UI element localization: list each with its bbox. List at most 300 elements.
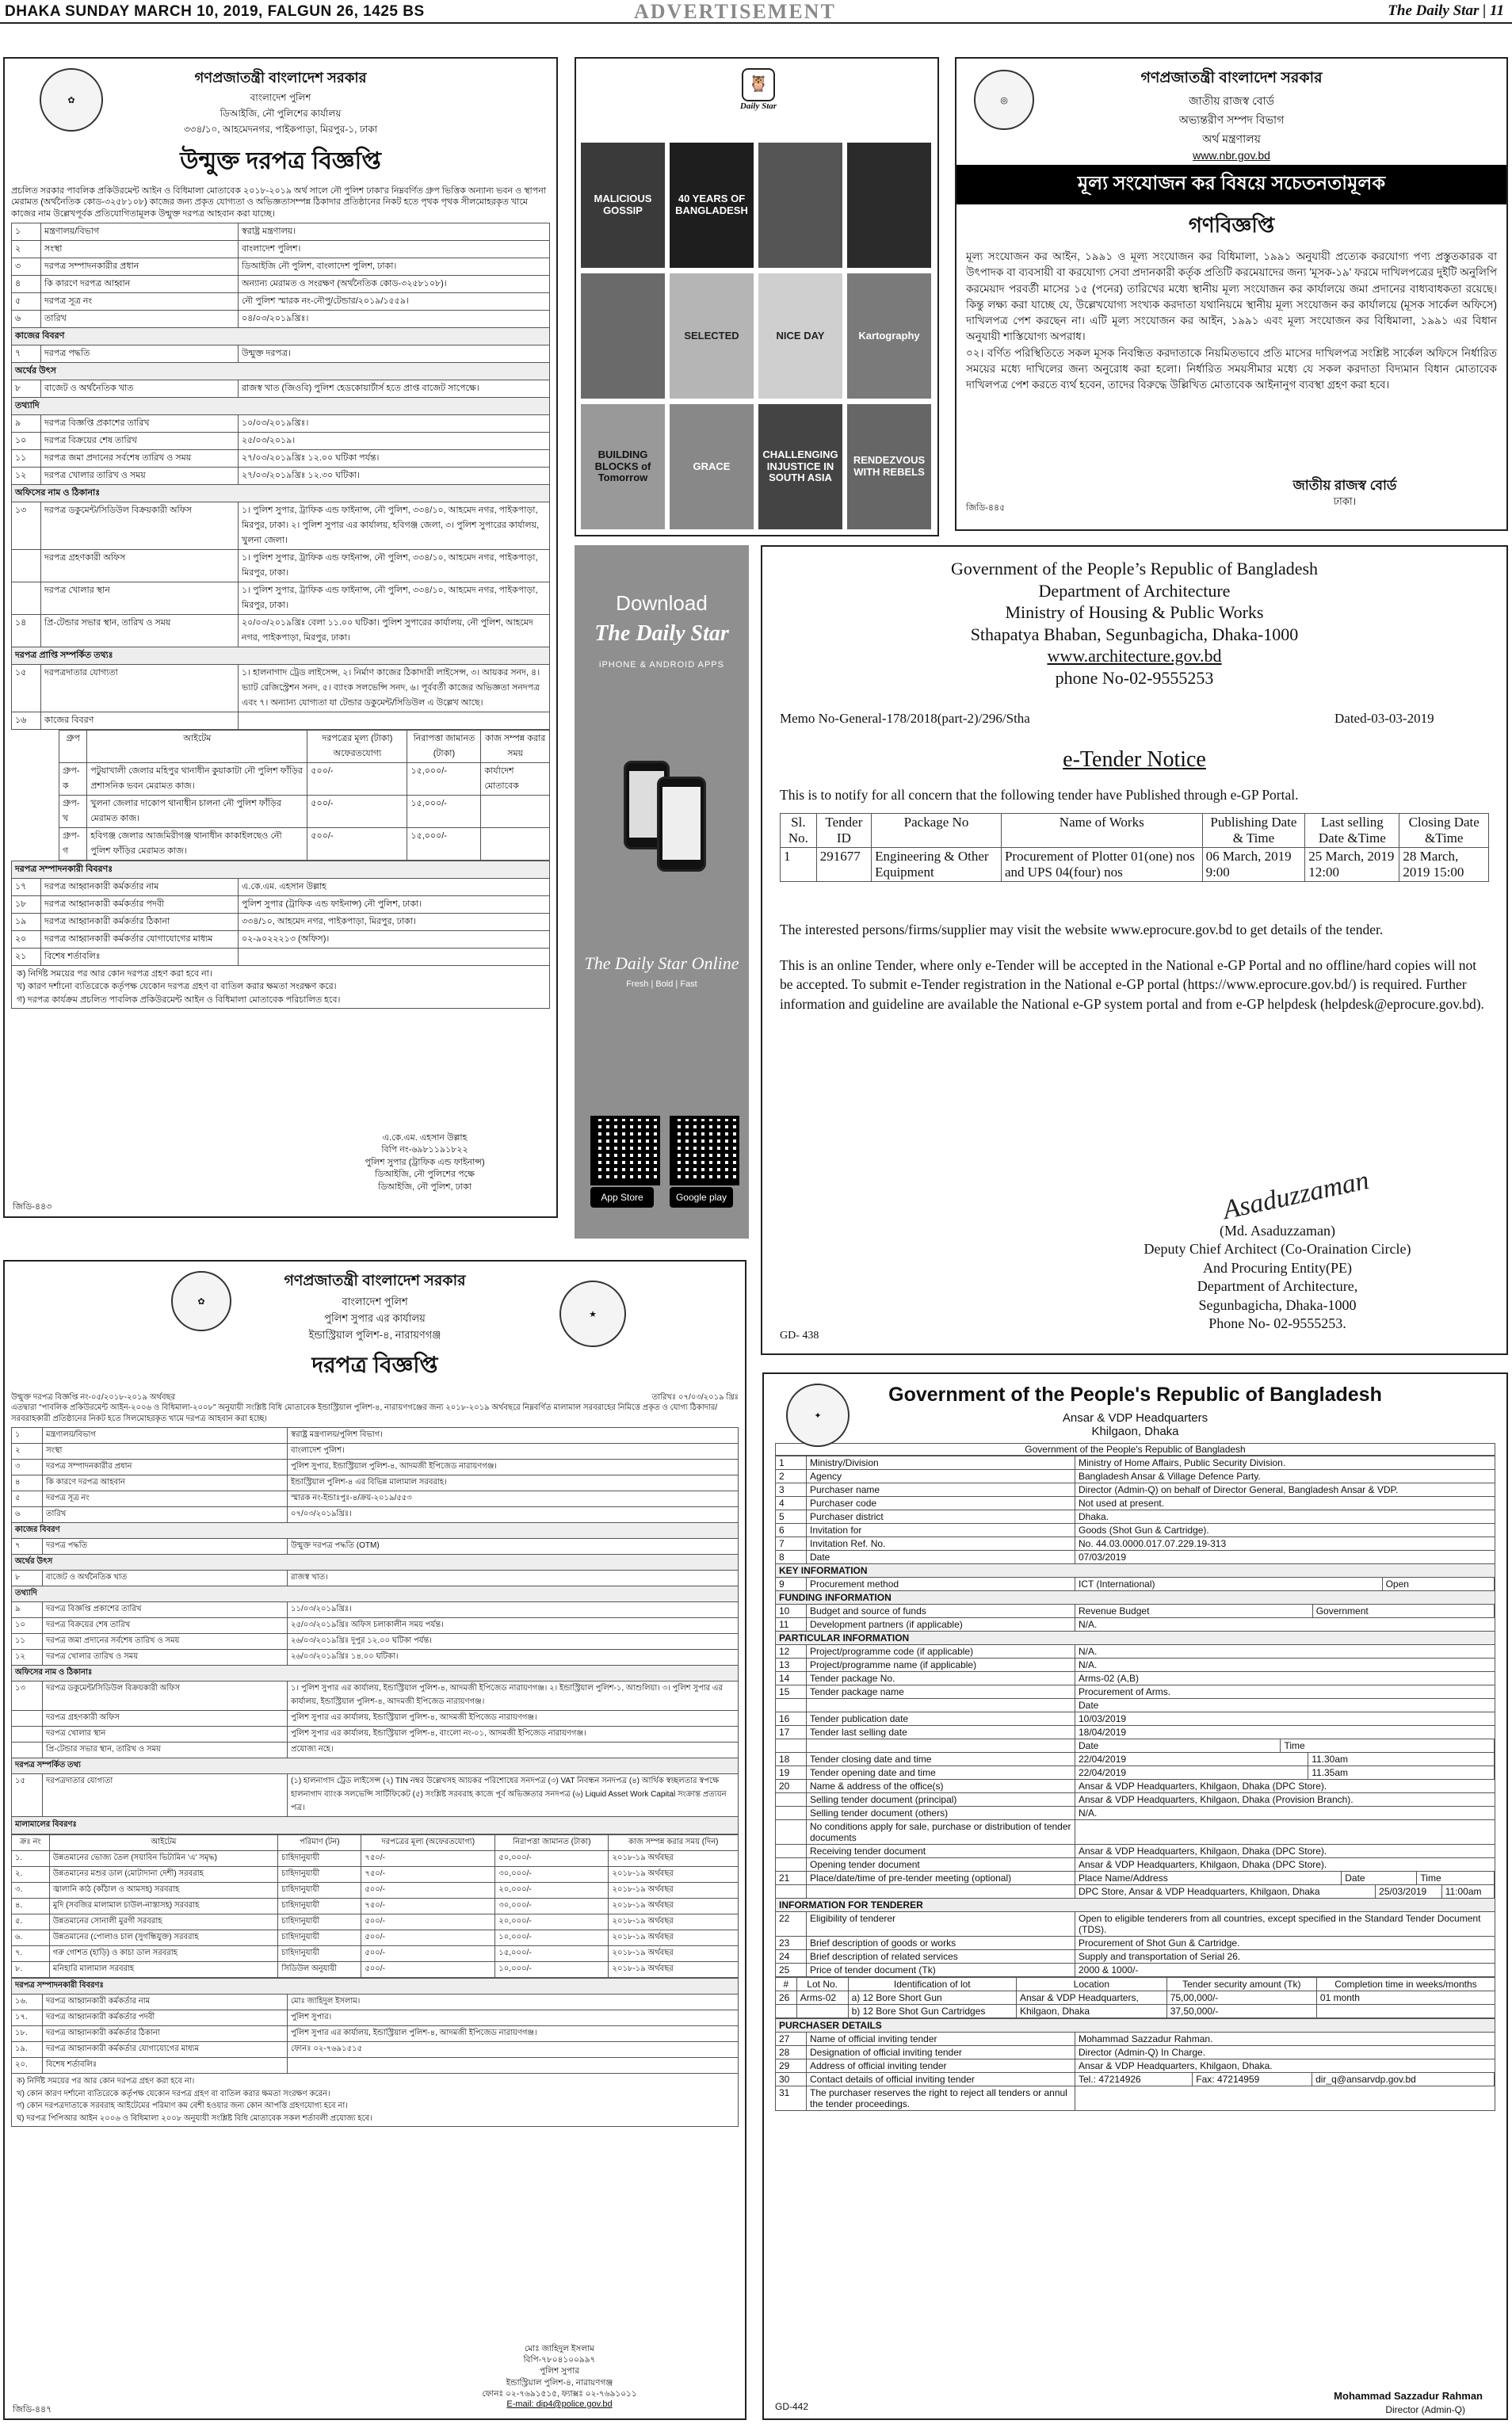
text-line: And Procuring Entity(PE) bbox=[1203, 1259, 1352, 1276]
table-cell: ২০১৮-১৯ অর্থবছর bbox=[609, 1883, 739, 1899]
column-header: # bbox=[776, 1978, 797, 1991]
row-label: Contact details of official inviting tender bbox=[807, 2073, 1075, 2086]
table-row bbox=[12, 397, 550, 414]
row-number: ১৫ bbox=[12, 1774, 43, 1817]
row-label: দরপত্র বিক্রয়ের শেষ তারিখ bbox=[41, 432, 239, 449]
section-heading: KEY INFORMATION bbox=[776, 1564, 1495, 1578]
table-row bbox=[776, 1937, 1495, 1950]
table-row bbox=[12, 1618, 739, 1634]
text-line: Department of Architecture, bbox=[1197, 1278, 1358, 1295]
row-value bbox=[1075, 1753, 1495, 1766]
row-label: Address of official inviting tender bbox=[807, 2059, 1075, 2073]
table-cell bbox=[481, 827, 550, 860]
table-cell: ১৫,০০০/- bbox=[407, 762, 481, 795]
row-value bbox=[288, 2058, 739, 2074]
table-cell: a) 12 Bore Short Gun bbox=[848, 1991, 1016, 2005]
table-cell: চাহিদানুযায়ী bbox=[278, 1914, 361, 1930]
ad5-l4: Sthapatya Bhaban, Segunbagicha, Dhaka-1000 bbox=[970, 624, 1299, 644]
table-cell: 26 bbox=[776, 1991, 797, 2005]
row-value-part: 25/03/2019 bbox=[1376, 1885, 1442, 1898]
row-number bbox=[776, 1793, 807, 1807]
ad7-lots-table bbox=[775, 1977, 1495, 2018]
table-cell: গ্রুপ-ক bbox=[59, 762, 87, 795]
row-value: ০৭/০৩/২০১৯খ্রিঃ। bbox=[288, 1507, 739, 1523]
row-value bbox=[1075, 1872, 1495, 1885]
section-heading: দরপত্র সম্পাদনকারী বিবরণঃ bbox=[12, 861, 550, 878]
daily-star-logo bbox=[735, 68, 782, 111]
table-cell bbox=[1316, 2005, 1495, 2018]
table-row bbox=[12, 1460, 739, 1475]
row-number: ২০ bbox=[12, 930, 41, 948]
table-row bbox=[12, 1682, 739, 1711]
column-header: কাজ সম্পন্ন করার সময় bbox=[481, 730, 550, 762]
row-label: দরপত্র আহ্বানকারী কর্মকর্তার পদবী bbox=[41, 895, 239, 913]
row-value-part: DPC Store, Ansar & VDP Headquarters, Khilgaon, Dhaka bbox=[1075, 1885, 1376, 1898]
ad4-brand: The Daily Star bbox=[594, 621, 729, 646]
ad1-info-table-2 bbox=[11, 861, 550, 966]
table-header-row bbox=[781, 814, 1489, 848]
section-heading: অর্থের উৎস bbox=[12, 1555, 739, 1571]
row-value: পুলিশ সুপার (ট্রাফিক এন্ড ফাইনান্স) নৌ পুলিশ, ঢাকা। bbox=[239, 895, 550, 913]
row-number bbox=[12, 549, 41, 582]
table-row bbox=[12, 712, 550, 729]
table-row bbox=[12, 1507, 739, 1523]
table-row bbox=[12, 1602, 739, 1618]
section-heading: FUNDING INFORMATION bbox=[776, 1591, 1495, 1605]
row-number: ৮ bbox=[12, 1571, 43, 1586]
row-value: N/A. bbox=[1075, 1645, 1495, 1659]
ad6-code: জিডি-৪৪৭ bbox=[13, 2405, 52, 2414]
row-value: Director (Admin-Q) on behalf of Director General, Bangladesh Ansar & VDP. bbox=[1075, 1483, 1495, 1497]
row-number: ১৭. bbox=[12, 2010, 43, 2026]
masthead-section: ADVERTISEMENT bbox=[634, 0, 836, 23]
table-cell: ১৫,০০০/- bbox=[407, 827, 481, 860]
row-number bbox=[12, 582, 41, 614]
row-value: ২০/০৩/২০১৯খ্রিঃ বেলা ১১.০০ ঘটিকা। পুলিশ সুপারের কার্যালয়, নৌ পুলিশ, আহমেদ নগর, পাইকপাড়া, মিরপুর, ঢাকা। bbox=[239, 614, 550, 647]
row-label: দরপত্র সূত্র নং bbox=[43, 1491, 288, 1507]
table-cell: উন্নতমানের সোনালী মুরগী সরবরাহ bbox=[49, 1914, 278, 1930]
table-row bbox=[12, 1491, 739, 1507]
row-value: মোঃ জাহিদুল ইসলাম। bbox=[288, 1995, 739, 2010]
row-number: 22 bbox=[776, 1912, 807, 1937]
section-heading: INFORMATION FOR TENDERER bbox=[776, 1899, 1495, 1912]
row-value: ১। পুলিশ সুপার, ট্রাফিক এন্ড ফাইনান্স, নৌ পুলিশ, ৩৩৪/১০, আহমেদ নগর, পাইকপাড়া, মিরপুর, ঢাকা। bbox=[239, 549, 550, 582]
row-value: N/A. bbox=[1075, 1807, 1495, 1820]
ad6-intro: এতদ্বারা "পাবলিক প্রকিউরমেন্ট আইন-২০০৬ ও বিধিমালা-২০০৮" অনুযায়ী সংশ্লিষ্ট বিধি মোতাবেক ইন্ডাস্ট্রিয়াল পুলিশ-৪, নারায়ণগঞ্জের জন্য ২০১৮-২০১৯ অর্থবছরে নিম্নবর্ণিত মালামাল সরবরাহের নিমিত্তে প্রকৃত ও যোগ্য ঠিকাদার/সরবরাহকারী প্রতিষ্ঠানের নিকট হতে সিলমোহরকৃত খামে দরপত্র আহবান করা হচ্ছে। bbox=[11, 1403, 718, 1423]
row-number: 2 bbox=[776, 1470, 807, 1483]
row-value: Supply and transportation of Serial 26. bbox=[1075, 1950, 1495, 1964]
row-value: Arms-02 (A,B) bbox=[1075, 1672, 1495, 1685]
row-label: মন্ত্রণালয়/বিভাগ bbox=[43, 1428, 288, 1444]
table-row bbox=[12, 484, 550, 502]
ad5-l2: Department of Architecture bbox=[1038, 580, 1231, 601]
row-number: 28 bbox=[776, 2046, 807, 2059]
table-cell: Khilgaon, Dhaka bbox=[1016, 2005, 1166, 2018]
ad5-tender-table bbox=[780, 813, 1489, 882]
app-store-button[interactable]: App Store bbox=[590, 1187, 654, 1208]
row-value: ১। পুলিশ সুপার, ট্রাফিক এন্ড ফাইনান্স, নৌ পুলিশ, ৩৩৪/১০, আহমেদ নগর, পাইকপাড়া, মিরপুর, ঢাকা। bbox=[239, 582, 550, 614]
row-value: Ansar & VDP Headquarters, Khilgaon, Dhaka (Provision Branch). bbox=[1075, 1793, 1495, 1807]
table-row bbox=[776, 1807, 1495, 1820]
ad-daily-star-books bbox=[575, 57, 939, 536]
column-header: কাজ সম্পন্ন করার সময় (দিন) bbox=[609, 1835, 739, 1851]
table-cell: ৩০,০০০/- bbox=[495, 1867, 609, 1883]
text-line: গ) কোন দরপত্রদাতাকে সরবরাহ আইটেমের পরিমাণ কম বেশী হওয়ার জন্য কোন আপত্তি গ্রহণযোগ্য হবে না। bbox=[17, 2101, 348, 2110]
table-row bbox=[1075, 1766, 1495, 1779]
table-cell: Procurement of Plotter 01(one) nos and UPS 04(four) nos bbox=[1001, 848, 1202, 882]
table-cell: ৩. bbox=[12, 1883, 50, 1899]
row-number: 30 bbox=[776, 2073, 807, 2086]
text-line: ঘ) দরপত্র পিপিআর আইন ২০০৬ ও বিধিমালা ২০০৮ অনুযায়ী সংশ্লিষ্ট বিধি মোতাবেক সকল শর্তাবলী প্রযোজ্য হবে। bbox=[17, 2113, 372, 2123]
row-label: সংস্থা bbox=[43, 1444, 288, 1460]
google-play-button[interactable]: Google play bbox=[670, 1187, 733, 1208]
row-label: বিশেষ শর্তাবলিঃ bbox=[41, 948, 239, 965]
row-value: বাংলাদেশ পুলিশ। bbox=[239, 240, 550, 258]
ad7-signer-title: Director (Admin-Q) bbox=[1385, 2404, 1465, 2415]
row-value-part: 11.30am bbox=[1308, 1753, 1495, 1766]
row-label: দরপত্র আহ্বানকারী কর্মকর্তার ঠিকানা bbox=[41, 913, 239, 930]
row-value: ২৫/০৩/২০১৯খ্রিঃ অফিস চলাকালীন সময় পর্যন্ত। bbox=[288, 1618, 739, 1634]
qr-code-icon[interactable] bbox=[590, 1116, 660, 1185]
row-value-part: 11.35am bbox=[1308, 1766, 1495, 1779]
table-row bbox=[12, 240, 550, 258]
row-value: ১। পুলিশ সুপার এর কার্যালয়, ইন্ডাস্ট্রিয়াল পুলিশ-৪, আদমজী ইপিজেড নারায়ণগঞ্জ। ২। ইন্ডাস্ট্রিয়াল পুলিশ-১, আশুলিয়া। ৩। পুলিশ সুপার এর কার্যালয়, ইন্ডাস্ট্রিয়াল পুলিশ-৪, আদমজী ইপিজেড নারায়ণগঞ্জ। bbox=[288, 1682, 739, 1711]
book-cover: MALICIOUS GOSSIP bbox=[581, 143, 665, 268]
ad6-date: তারিখঃ ০৭/০৩/২০১৯ খ্রিঃ bbox=[651, 1393, 739, 1402]
row-value bbox=[1075, 1766, 1495, 1780]
table-row bbox=[12, 614, 550, 647]
text-line: ক) নির্দিষ্ট সময়ের পর আর কোন দরপত্র গ্রহণ করা হবে না। bbox=[17, 2077, 195, 2086]
row-number: 9 bbox=[776, 1578, 807, 1591]
row-number: ১২ bbox=[12, 467, 41, 484]
table-cell: হবিগঞ্জ জেলার আজমিরীগঞ্জ থানাধীন কাকাইলছেও নৌ পুলিশ ফাঁড়ির মেরামত কাজ। bbox=[87, 827, 307, 860]
row-label: দরপত্র গ্রহণকারী অফিস bbox=[41, 549, 239, 582]
masthead-brand: The Daily Star | 11 bbox=[1388, 2, 1504, 19]
row-number: 27 bbox=[776, 2033, 807, 2046]
ad1-title: উন্মুক্ত দরপত্র বিজ্ঞপ্তি bbox=[180, 148, 381, 174]
table-cell: চাহিদানুযায়ী bbox=[278, 1883, 361, 1899]
row-value: প্রযোজ্য নহে। bbox=[288, 1743, 739, 1758]
column-header: Completion time in weeks/months bbox=[1316, 1978, 1495, 1991]
text-line: Phone No- 02-9555253. bbox=[1208, 1315, 1346, 1331]
row-value-part: Time bbox=[1281, 1739, 1495, 1752]
row-value: স্বরাষ্ট্র মন্ত্রণালয়/পুলিশ বিভাগ। bbox=[288, 1428, 739, 1444]
row-label: Invitation for bbox=[807, 1524, 1075, 1537]
table-row bbox=[12, 2042, 739, 2058]
ad5-para-1: The interested persons/firms/supplier may visit the website www.eprocure.gov.bd to get details of the tender. bbox=[780, 922, 1384, 937]
row-label: দরপত্র আহ্বানকারী কর্মকর্তার যোগাযোগের মাধ্যম bbox=[43, 2042, 288, 2058]
row-label: দরপত্র সূত্র নং bbox=[41, 292, 239, 310]
ad7-l1: Ansar & VDP Headquarters bbox=[1062, 1411, 1208, 1425]
row-label: দরপত্র আহ্বানকারী কর্মকর্তার যোগাযোগের মাধ্যম bbox=[41, 930, 239, 948]
table-row bbox=[776, 1578, 1495, 1591]
ad1-dept: বাংলাদেশ পুলিশ bbox=[250, 92, 311, 103]
row-label: দরপত্র জমা প্রদানের সর্বশেষ তারিখ ও সময় bbox=[41, 449, 239, 467]
table-cell: ২০,০০০/- bbox=[495, 1914, 609, 1930]
table-cell: চাহিদানুযায়ী bbox=[278, 1867, 361, 1883]
row-label: দরপত্র গ্রহণকারী অফিস bbox=[43, 1711, 288, 1727]
row-value: নৌ পুলিশ স্মারক নং-নৌপু/টেন্ডার/২০১৯/১৫৫৯। bbox=[239, 292, 550, 310]
table-row bbox=[12, 2026, 739, 2042]
book-cover: RENDEZVOUS WITH REBELS bbox=[847, 404, 931, 529]
row-label: No conditions apply for sale, purchase or distribution of tender documents bbox=[807, 1820, 1075, 1845]
table-cell: কার্যাদেশ মোতাবেক bbox=[481, 762, 550, 795]
row-value-part: 11:00am bbox=[1441, 1885, 1494, 1898]
table-row bbox=[12, 1586, 739, 1602]
row-label: দরপত্র বিজ্ঞপ্তি প্রকাশের তারিখ bbox=[43, 1602, 288, 1618]
table-cell: ৮. bbox=[12, 1962, 50, 1978]
ad5-l3: Ministry of Housing & Public Works bbox=[1005, 602, 1264, 622]
row-number: 31 bbox=[776, 2086, 807, 2111]
phone-icon bbox=[657, 777, 706, 872]
row-value: 10/03/2019 bbox=[1075, 1712, 1495, 1726]
ad6-info-table bbox=[11, 1427, 739, 1817]
table-row bbox=[776, 1899, 1495, 1912]
row-value-part: Revenue Budget bbox=[1075, 1605, 1312, 1617]
book-cover bbox=[758, 143, 842, 268]
ad7-info-table bbox=[775, 1456, 1495, 1977]
row-number: ১৪ bbox=[12, 614, 41, 647]
row-label: দরপত্র বিক্রয়ের শেষ তারিখ bbox=[43, 1618, 288, 1634]
column-header: পরিমাণ (টন) bbox=[278, 1835, 361, 1851]
table-row bbox=[776, 1872, 1495, 1885]
ad5-intro: This is to notify for all concern that the following tender have Published through e-GP Portal. bbox=[780, 787, 1299, 803]
row-number: ৪ bbox=[12, 275, 41, 292]
table-row bbox=[12, 1444, 739, 1460]
table-row bbox=[12, 1774, 739, 1817]
row-number bbox=[12, 1711, 43, 1727]
row-value: উন্মুক্ত দরপত্র। bbox=[239, 345, 550, 362]
row-number: 6 bbox=[776, 1524, 807, 1537]
ad6-conditions bbox=[11, 2074, 739, 2127]
row-value-split bbox=[1075, 1766, 1495, 1779]
row-label: Purchaser name bbox=[807, 1483, 1075, 1497]
ad7-info-table-2 bbox=[775, 2018, 1495, 2111]
row-number: ২ bbox=[12, 240, 41, 258]
table-cell: ২. bbox=[12, 1867, 50, 1883]
row-value-part: Open bbox=[1382, 1578, 1494, 1590]
row-number: ১০ bbox=[12, 432, 41, 449]
row-value: এ.কে.এম. এহসান উল্লাহ bbox=[239, 878, 550, 895]
table-header-row bbox=[59, 730, 550, 762]
row-label: সংস্থা bbox=[41, 240, 239, 258]
row-value: ০২-৯০২২২১৩ (অফিস)। bbox=[239, 930, 550, 948]
row-label: দরপত্র খোলার স্থান bbox=[43, 1727, 288, 1743]
row-label: দরপত্র ডকুমেন্ট/সিডিউল বিক্রয়কারী অফিস bbox=[43, 1682, 288, 1711]
table-cell: ১০,০০০/- bbox=[495, 1930, 609, 1946]
row-value: ২৭/০৩/২০১৯খ্রিঃ ১২.৩০ ঘটিকা। bbox=[239, 467, 550, 484]
ad-daily-star-app bbox=[575, 545, 749, 1239]
row-label: কি কারণে দরপত্র আহবান bbox=[43, 1475, 288, 1491]
row-value: Ansar & VDP Headquarters, Khilgaon, Dhaka (DPC Store). bbox=[1075, 1858, 1495, 1872]
ad1-office: ডিআইজি, নৌ পুলিশের কার্যালয় bbox=[220, 108, 342, 119]
qr-code-icon[interactable] bbox=[670, 1116, 739, 1185]
table-cell: ৫. bbox=[12, 1914, 50, 1930]
table-cell: ৬. bbox=[12, 1930, 50, 1946]
ad6-ref: উন্মুক্ত দরপত্র বিজ্ঞপ্তি নং-০৫/২০১৮-২০১৯ অর্থবছর bbox=[11, 1393, 176, 1402]
table-cell: 75,00,000/- bbox=[1166, 1991, 1316, 2005]
row-number bbox=[776, 1699, 807, 1712]
ad1-works-table bbox=[59, 730, 550, 861]
table-row bbox=[12, 1946, 739, 1962]
section-heading: কাজের বিবরণ bbox=[12, 327, 550, 345]
ad3-gov: গণপ্রজাতন্ত্রী বাংলাদেশ সরকার bbox=[1140, 70, 1323, 86]
row-label: মন্ত্রণালয়/বিভাগ bbox=[41, 223, 239, 240]
row-label: Brief description of related services bbox=[807, 1950, 1075, 1964]
ad3-board: জাতীয় রাজস্ব বোর্ড bbox=[1189, 94, 1274, 107]
row-label: দরপত্র আহ্বানকারী কর্মকর্তার নাম bbox=[41, 878, 239, 895]
row-number: 16 bbox=[776, 1712, 807, 1726]
ad-nou-police-tender bbox=[3, 57, 558, 1218]
section-heading: তথ্যাদি bbox=[12, 1586, 739, 1602]
table-row bbox=[776, 1685, 1495, 1699]
section-heading: অফিসের নাম ও ঠিকানাঃ bbox=[12, 1666, 739, 1682]
row-label: বিশেষ শর্তাবলিঃ bbox=[43, 2058, 288, 2074]
table-cell: Arms-02 bbox=[796, 1991, 848, 2005]
ad5-dated: Dated-03-03-2019 bbox=[1334, 711, 1434, 726]
table-cell: ২০১৮-১৯ অর্থবছর bbox=[609, 1946, 739, 1962]
ad6-signer bbox=[433, 2343, 686, 2399]
row-label: বাজেট ও অর্থনৈতিক খাত bbox=[41, 380, 239, 397]
table-cell: ৫০০/- bbox=[307, 827, 407, 860]
row-label: Purchaser district bbox=[807, 1510, 1075, 1524]
table-cell: ২০১৮-১৯ অর্থবছর bbox=[609, 1930, 739, 1946]
row-label bbox=[807, 1885, 1075, 1899]
table-row bbox=[776, 2059, 1495, 2073]
book-cover: BUILDING BLOCKS of Tomorrow bbox=[581, 404, 665, 529]
row-label bbox=[807, 1739, 1075, 1753]
row-label: Selling tender document (principal) bbox=[807, 1793, 1075, 1807]
table-row bbox=[776, 1591, 1495, 1605]
ad3-footer: জাতীয় রাজস্ব বোর্ড bbox=[1292, 478, 1397, 493]
ad1-info-table bbox=[11, 223, 550, 730]
row-value: স্বরাষ্ট্র মন্ত্রণালয়। bbox=[239, 223, 550, 240]
row-label: বাজেট ও অর্থনৈতিক খাত bbox=[43, 1571, 288, 1586]
police-badge-icon: ★ bbox=[559, 1281, 626, 1347]
row-number: 15 bbox=[776, 1685, 807, 1699]
table-row bbox=[776, 1991, 1495, 2005]
row-label bbox=[807, 1699, 1075, 1712]
row-number: ২ bbox=[12, 1444, 43, 1460]
table-row bbox=[59, 762, 550, 795]
row-number: 1 bbox=[776, 1456, 807, 1470]
row-value: Open to eligible tenderers from all countries, except specified in the Standard Tender Document (TDS). bbox=[1075, 1912, 1495, 1937]
table-row bbox=[12, 502, 550, 549]
row-number: ১১ bbox=[12, 1634, 43, 1650]
table-cell: ১৫,০০০/- bbox=[407, 795, 481, 827]
table-cell bbox=[776, 2005, 797, 2018]
row-label: The purchaser reserves the right to reject all tenders or annul the tender proceedings. bbox=[807, 2086, 1075, 2111]
table-row bbox=[776, 1858, 1495, 1872]
row-label: প্রি-টেন্ডার সভার স্থান, তারিখ ও সময় bbox=[43, 1743, 288, 1758]
row-value-split bbox=[1075, 1885, 1495, 1898]
row-value: N/A. bbox=[1075, 1659, 1495, 1672]
book-cover: 40 YEARS OF BANGLADESH bbox=[670, 143, 754, 268]
row-label: Eligibility of tenderer bbox=[807, 1912, 1075, 1937]
table-row bbox=[776, 2019, 1495, 2033]
table-row bbox=[12, 449, 550, 467]
table-cell: উন্নতমানের (পোলাও চাল (সুগন্ধিযুক্ত) সরবরাহ bbox=[49, 1930, 278, 1946]
row-number bbox=[776, 1820, 807, 1845]
column-header: Package No bbox=[872, 814, 1002, 848]
ad6-email[interactable]: E-mail: dip4@police.gov.bd bbox=[506, 2399, 613, 2409]
table-cell: ৫০০/- bbox=[307, 795, 407, 827]
table-row bbox=[12, 1930, 739, 1946]
row-value bbox=[1075, 1885, 1495, 1899]
row-value-split bbox=[1075, 1872, 1495, 1884]
row-label: Price of tender document (Tk) bbox=[807, 1964, 1075, 1977]
row-value-part: Time bbox=[1417, 1872, 1495, 1884]
table-row bbox=[776, 1470, 1495, 1483]
table-row bbox=[12, 2058, 739, 2074]
column-header: আইটেম bbox=[49, 1835, 278, 1851]
row-label: Development partners (if applicable) bbox=[807, 1618, 1075, 1632]
row-number: 3 bbox=[776, 1483, 807, 1497]
row-value: ডিআইজি নৌ পুলিশ, বাংলাদেশ পুলিশ, ঢাকা। bbox=[239, 258, 550, 275]
text-line: খ) কোন কারণ দর্শানো ব্যতিরেকে কর্তৃপক্ষ যেকোন দরপত্র গ্রহণ বা বাতিল করার ক্ষমতা সংরক্ষণ করেন। bbox=[17, 2089, 330, 2098]
ad6-goods-table bbox=[11, 1834, 739, 1978]
ad-nbr-vat-notice bbox=[955, 57, 1508, 531]
row-value: পুলিশ সুপার এর কার্যালয়, ইন্ডাস্ট্রিয়াল পুলিশ-৪, আদমজী ইপিজেড নারায়ণগঞ্জ। bbox=[288, 1711, 739, 1727]
table-cell: ৫০০/- bbox=[361, 1946, 495, 1962]
row-label: Date bbox=[807, 1551, 1075, 1564]
column-header: নিরাপত্তা জামানত (টাকা) bbox=[407, 730, 481, 762]
row-label: Tender package No. bbox=[807, 1672, 1075, 1685]
row-number: ১৫ bbox=[12, 664, 41, 712]
row-label: দরপত্র বিজ্ঞপ্তি প্রকাশের তারিখ bbox=[41, 414, 239, 432]
section-heading: দরপত্র সম্পাদনকারী বিবরণঃ bbox=[12, 1979, 739, 1995]
row-value: Goods (Shot Gun & Cartridge). bbox=[1075, 1524, 1495, 1537]
ad3-para-1: মূল্য সংযোজন কর আইন, ১৯৯১ ও মূল্য সংযোজন কর বিধিমালা, ১৯৯১ অনুযায়ী প্রত্যেক করযোগ্য পণ্য প্রস্তুতকারক বা উৎপাদক বা ব্যবসায়ী বা করযোগ্য সেবা প্রদানকারী কর্তৃক প্রতিটি করমেয়াদের জন্য 'মূসক-১৯' ফরমে দাখিলপত্রের দুইটি অনুলিপি করমেয়াদ পরবর্তী মাসের ১৫ (পনের) তারিখের মধ্যে স্থানীয় মূল্য সংযোজন কর কার্যালয়ে জমা প্রদানের বাধ্যবাধকতা রয়েছে। কিন্তু লক্ষ্য করা যাচ্ছে যে, উল্লেখযোগ্য সংখ্যক করদাতা যথানিয়মে স্থানীয় মূল্য সংযোজন কর কার্যালয়ে (মূসক সার্কেল অফিসে) দাখিলপত্র পেশ করছেন না। এটি মূল্য সংযোজন কর আইন, ১৯৯১ এবং মূল্য সংযোজন কর বিধিমালা, ১৯৯১ এর বিধান অনুযায়ী শাস্তিযোগ্য অপরাধ। bbox=[966, 250, 1497, 343]
table-row bbox=[12, 258, 550, 275]
row-value: ২৬/০৩/২০১৯খ্রিঃ ১৪.০০ ঘটিকা। bbox=[288, 1650, 739, 1666]
table-row bbox=[1075, 1872, 1495, 1884]
row-value: ২৫/০৩/২০১৯। bbox=[239, 432, 550, 449]
table-cell: ৭. bbox=[12, 1946, 50, 1962]
row-label: দরপত্র খোলার তারিখ ও সময় bbox=[41, 467, 239, 484]
table-cell: Ansar & VDP Headquarters, bbox=[1016, 1991, 1166, 2005]
row-label: দরপত্রদাতার যোগ্যতা bbox=[43, 1774, 288, 1817]
table-header-row bbox=[12, 1835, 739, 1851]
column-header: Identification of lot bbox=[848, 1978, 1016, 1991]
ad5-title: e-Tender Notice bbox=[1063, 747, 1206, 772]
row-number: ৮ bbox=[12, 380, 41, 397]
row-value: ২৭/০৩/২০১৯খ্রিঃ ১২.০০ ঘটিকা পর্যন্ত। bbox=[239, 449, 550, 467]
ad5-memo: Memo No-General-178/2018(part-2)/296/Stha bbox=[780, 711, 1030, 726]
row-number: ১৮ bbox=[12, 895, 41, 913]
ad3-ministry: অর্থ মন্ত্রণালয় bbox=[1202, 132, 1261, 145]
table-row bbox=[776, 1780, 1495, 1793]
ad5-web[interactable]: www.architecture.gov.bd bbox=[1047, 646, 1222, 666]
table-cell: 1 bbox=[781, 848, 817, 882]
table-row bbox=[1075, 1578, 1495, 1590]
table-cell: চাহিদানুযায়ী bbox=[278, 1851, 361, 1867]
row-number: 18 bbox=[776, 1753, 807, 1766]
row-value: Ministry of Home Affairs, Public Security Division. bbox=[1075, 1456, 1495, 1470]
ad7-l2: Khilgaon, Dhaka bbox=[1091, 1425, 1179, 1438]
table-row bbox=[12, 1758, 739, 1774]
row-label: দরপত্র জমা প্রদানের সর্বশেষ তারিখ ও সময় bbox=[43, 1634, 288, 1650]
row-label: Brief description of goods or works bbox=[807, 1937, 1075, 1950]
row-number bbox=[776, 1858, 807, 1872]
ad-industrial-police-tender bbox=[3, 1260, 746, 2420]
row-number: 20 bbox=[776, 1780, 807, 1793]
table-cell: গরু গোশত (হাড়ি) ও কাচা ডাল সরবরাহ bbox=[49, 1946, 278, 1962]
table-row bbox=[12, 1851, 739, 1867]
table-row bbox=[1075, 1605, 1495, 1617]
row-number bbox=[776, 1739, 807, 1753]
table-row bbox=[12, 345, 550, 362]
